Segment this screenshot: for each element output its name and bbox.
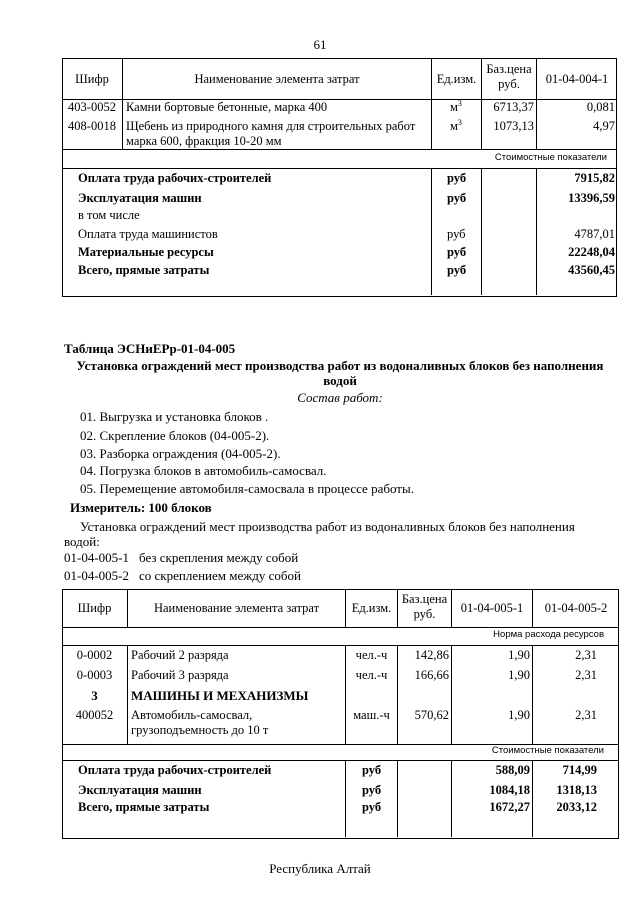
t1-header-name: Наименование элемента затрат [194,72,360,86]
t1-row2-price: 1073,13 [493,119,534,133]
t1-cost2-val: 13396,59 [568,191,615,205]
step-2: 02. Скрепление блоков (04-005-2). [80,428,270,443]
t1-header-unit: Ед.изм. [436,72,477,86]
table2-heading-line2: водой [323,373,357,388]
t2-cost1-v1: 588,09 [495,763,530,777]
composition-title: Состав работ: [297,390,383,405]
t1-cost5-val: 22248,04 [568,245,615,259]
t1-header-code: Шифр [75,72,109,86]
t2-header-col2: 01-04-005-2 [544,601,608,615]
measure: Измеритель: 100 блоков [70,500,212,515]
t2-cost2-name: Эксплуатация машин [78,783,202,797]
t1-section-label: Стоимостные показатели [494,152,607,163]
table1 [62,58,617,297]
t2-header-price: Баз.цена руб. [401,592,448,621]
t2-machine-unit: маш.-ч [353,708,390,722]
t2-row1-unit: чел.-ч [355,648,388,662]
t1-cost5-name: Материальные ресурсы [78,245,214,259]
t2-machine-v1: 1,90 [508,708,530,722]
t2-row2-code: 0-0003 [76,668,113,682]
t1-row1-code: 403-0052 [68,100,116,114]
t2-row2-price: 166,66 [414,668,449,682]
t2-cost3-unit: руб [362,800,382,814]
t2-cost1-unit: руб [362,763,382,777]
t2-row2-v2: 2,31 [575,668,597,682]
t1-cost6-unit: руб [447,263,467,277]
t2-row1-code: 0-0002 [76,648,113,662]
t1-row2-name2: марка 600, фракция 10-20 мм [126,134,282,148]
t2-cost3-v2: 2033,12 [556,800,597,814]
t2-group-name: МАШИНЫ И МЕХАНИЗМЫ [131,688,309,703]
t2-header-unit: Ед.изм. [351,601,392,615]
t1-cost5-unit: руб [447,245,467,259]
t1-row2-name: Щебень из природного камня для строительных работ [126,119,416,133]
table2-heading-line1: Установка ограждений мест производства работ из водоналивных блоков без наполнения [76,358,604,373]
t1-cost2-name: Эксплуатация машин [78,191,202,205]
t1-cost1-val: 7915,82 [574,171,615,185]
t2-row1-v2: 2,31 [575,648,597,662]
step-3: 03. Разборка ограждения (04-005-2). [80,446,281,461]
t1-cost1-unit: руб [447,171,467,185]
t2-cost2-unit: руб [362,783,382,797]
t2-norm-label: Норма расхода ресурсов [493,629,604,640]
t2-cost1-name: Оплата труда рабочих-строителей [78,763,272,777]
step-4: 04. Погрузка блоков в автомобиль-самосвал. [80,463,327,478]
t1-cost4-val: 4787,01 [574,227,615,241]
t1-header-code-col: 01-04-004-1 [545,72,609,86]
variant-1-code: 01-04-005-1 [64,550,129,565]
t2-cost2-v1: 1084,18 [489,783,530,797]
t2-row1-name: Рабочий 2 разряда [131,648,229,662]
t1-row1-price: 6713,37 [493,100,534,114]
t1-row1-name: Камни бортовые бетонные, марка 400 [126,100,328,114]
t2-row2-unit: чел.-ч [355,668,388,682]
t1-header-price: Баз.цена руб. [486,62,532,91]
t1-row1-unit: $м^3$ [450,98,462,114]
t2-cost1-v2: 714,99 [562,763,597,777]
description-line2: водой: [64,534,100,549]
page-number: 61 [313,37,327,52]
t1-cost6-name: Всего, прямые затраты [78,263,210,277]
t1-row1-val: 0,081 [586,100,615,114]
t2-machine-price: 570,62 [414,708,449,722]
t2-cost3-v1: 1672,27 [489,800,530,814]
t2-machine-v2: 2,31 [575,708,597,722]
t1-row2-code: 408-0018 [68,119,116,133]
table2-title: Таблица ЭСНиЕРр-01-04-005 [64,341,236,356]
step-5: 05. Перемещение автомобиля-самосвала в процессе работы. [80,481,414,496]
t1-row2-val: 4,97 [593,119,615,133]
t1-cost6-val: 43560,45 [568,263,615,277]
t1-row2-unit: $м^3$ [450,117,462,133]
t2-row1-v1: 1,90 [508,648,530,662]
t2-header-code: Шифр [77,601,112,615]
table2 [62,589,619,839]
t2-cost3-name: Всего, прямые затраты [78,800,210,814]
t2-row2-name: Рабочий 3 разряда [131,668,229,682]
t2-machine-code: 400052 [75,708,114,722]
t1-cost1-name: Оплата труда рабочих-строителей [78,171,272,185]
t1-cost4-name: Оплата труда машинистов [78,227,218,241]
variant-2-code: 01-04-005-2 [64,568,129,583]
t2-cost2-v2: 1318,13 [556,783,597,797]
t2-header-col1: 01-04-005-1 [460,601,524,615]
description-line1: Установка ограждений мест производства работ из водоналивных блоков без наполнения [80,519,575,534]
t1-cost3-name: в том числе [78,208,140,222]
variant-1-text: без скрепления между собой [139,550,299,565]
t1-cost2-unit: руб [447,191,467,205]
t2-group-code: 3 [91,688,98,703]
footer-region: Республика Алтай [269,861,371,876]
t1-cost4-unit: руб [447,227,466,241]
t2-section-label: Стоимостные показатели [491,745,604,756]
t2-header-name: Наименование элемента затрат [153,601,320,615]
t2-machine-name: Автомобиль-самосвал, [131,708,253,722]
t2-row2-v1: 1,90 [508,668,530,682]
variant-2-text: со скреплением между собой [139,568,301,583]
t2-row1-price: 142,86 [414,648,449,662]
step-1: 01. Выгрузка и установка блоков . [80,409,269,424]
t2-machine-name2: грузоподъемность до 10 т [131,723,269,737]
